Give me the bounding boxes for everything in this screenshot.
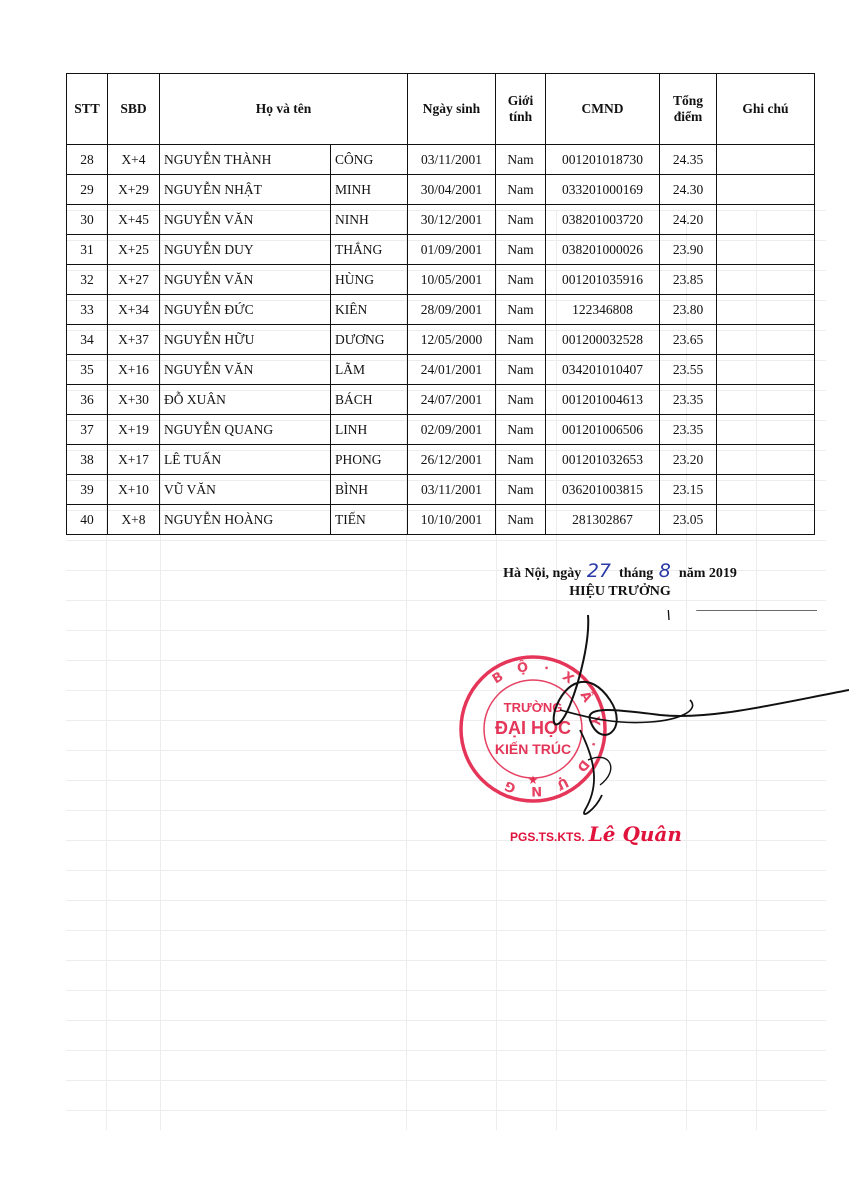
table-row bbox=[67, 265, 815, 295]
table-row bbox=[67, 295, 815, 325]
row-total-score: 24.20 bbox=[660, 205, 717, 235]
row-total-score: 23.90 bbox=[660, 235, 717, 265]
row-note bbox=[717, 475, 815, 505]
row-note bbox=[717, 235, 815, 265]
row-stt: 34 bbox=[67, 325, 108, 355]
row-gender: Nam bbox=[496, 475, 546, 505]
row-dob: 30/04/2001 bbox=[408, 175, 496, 205]
row-stt: 32 bbox=[67, 265, 108, 295]
table-header-row bbox=[67, 74, 815, 145]
row-id-number: 038201000026 bbox=[546, 235, 660, 265]
svg-text:ĐẠI HỌC: ĐẠI HỌC bbox=[495, 718, 571, 738]
row-given-name: LÃM bbox=[331, 355, 408, 385]
row-id-number: 001201032653 bbox=[546, 445, 660, 475]
row-gender: Nam bbox=[496, 505, 546, 535]
header-stt: STT bbox=[67, 74, 108, 145]
row-gender: Nam bbox=[496, 355, 546, 385]
row-total-score: 23.55 bbox=[660, 355, 717, 385]
row-sbd: X+16 bbox=[108, 355, 160, 385]
table-row bbox=[67, 415, 815, 445]
row-gender: Nam bbox=[496, 415, 546, 445]
date-year: năm 2019 bbox=[678, 566, 737, 581]
date-prefix: Hà Nội, ngày bbox=[503, 566, 585, 581]
row-dob: 24/01/2001 bbox=[408, 355, 496, 385]
row-gender: Nam bbox=[496, 175, 546, 205]
row-note bbox=[717, 175, 815, 205]
row-given-name: BÁCH bbox=[331, 385, 408, 415]
table-row bbox=[67, 475, 815, 505]
row-id-number: 281302867 bbox=[546, 505, 660, 535]
row-total-score: 23.15 bbox=[660, 475, 717, 505]
table-row bbox=[67, 175, 815, 205]
row-stt: 33 bbox=[67, 295, 108, 325]
row-note bbox=[717, 325, 815, 355]
row-note bbox=[717, 205, 815, 235]
row-id-number: 001201035916 bbox=[546, 265, 660, 295]
row-note bbox=[717, 265, 815, 295]
header-id: CMND bbox=[546, 74, 660, 145]
row-sbd: X+34 bbox=[108, 295, 160, 325]
row-total-score: 23.35 bbox=[660, 385, 717, 415]
row-gender: Nam bbox=[496, 445, 546, 475]
row-id-number: 001200032528 bbox=[546, 325, 660, 355]
signer-title: HIỆU TRƯỞNG bbox=[569, 584, 671, 599]
date-line bbox=[475, 560, 765, 582]
row-sbd: X+37 bbox=[108, 325, 160, 355]
row-given-name: PHONG bbox=[331, 445, 408, 475]
row-note bbox=[717, 295, 815, 325]
row-note bbox=[717, 145, 815, 175]
row-given-name: THẮNG bbox=[331, 235, 408, 265]
table-row bbox=[67, 355, 815, 385]
header-gender: Giới tính bbox=[496, 74, 546, 145]
row-note bbox=[717, 385, 815, 415]
row-sbd: X+17 bbox=[108, 445, 160, 475]
row-stt: 40 bbox=[67, 505, 108, 535]
row-dob: 28/09/2001 bbox=[408, 295, 496, 325]
row-sbd: X+4 bbox=[108, 145, 160, 175]
table-row bbox=[67, 235, 815, 265]
row-total-score: 23.35 bbox=[660, 415, 717, 445]
row-stt: 35 bbox=[67, 355, 108, 385]
row-family-name: NGUYỄN THÀNH bbox=[160, 145, 331, 175]
svg-text:B Ộ · X Â Y · D Ự N G: B Ộ · X Â Y · D Ự N G bbox=[489, 659, 603, 799]
row-given-name: MINH bbox=[331, 175, 408, 205]
row-given-name: BÌNH bbox=[331, 475, 408, 505]
row-stt: 38 bbox=[67, 445, 108, 475]
row-family-name: NGUYỄN DUY bbox=[160, 235, 331, 265]
row-stt: 39 bbox=[67, 475, 108, 505]
table-row bbox=[67, 325, 815, 355]
header-dob: Ngày sinh bbox=[408, 74, 496, 145]
row-dob: 10/10/2001 bbox=[408, 505, 496, 535]
row-gender: Nam bbox=[496, 385, 546, 415]
row-sbd: X+10 bbox=[108, 475, 160, 505]
row-family-name: NGUYỄN QUANG bbox=[160, 415, 331, 445]
row-sbd: X+19 bbox=[108, 415, 160, 445]
row-family-name: ĐỖ XUÂN bbox=[160, 385, 331, 415]
row-stt: 36 bbox=[67, 385, 108, 415]
row-stt: 30 bbox=[67, 205, 108, 235]
row-gender: Nam bbox=[496, 235, 546, 265]
row-total-score: 24.30 bbox=[660, 175, 717, 205]
row-stt: 29 bbox=[67, 175, 108, 205]
header-total: Tổng điểm bbox=[660, 74, 717, 145]
date-month: 8 bbox=[658, 560, 677, 582]
row-sbd: X+25 bbox=[108, 235, 160, 265]
table-row bbox=[67, 445, 815, 475]
row-total-score: 23.80 bbox=[660, 295, 717, 325]
row-gender: Nam bbox=[496, 265, 546, 295]
row-dob: 01/09/2001 bbox=[408, 235, 496, 265]
row-total-score: 23.85 bbox=[660, 265, 717, 295]
row-id-number: 033201000169 bbox=[546, 175, 660, 205]
row-dob: 02/09/2001 bbox=[408, 415, 496, 445]
row-stt: 37 bbox=[67, 415, 108, 445]
row-total-score: 24.35 bbox=[660, 145, 717, 175]
row-given-name: HÙNG bbox=[331, 265, 408, 295]
row-given-name: LINH bbox=[331, 415, 408, 445]
row-dob: 24/07/2001 bbox=[408, 385, 496, 415]
row-total-score: 23.65 bbox=[660, 325, 717, 355]
row-sbd: X+45 bbox=[108, 205, 160, 235]
row-given-name: TIẾN bbox=[331, 505, 408, 535]
row-id-number: 036201003815 bbox=[546, 475, 660, 505]
row-family-name: LÊ TUẤN bbox=[160, 445, 331, 475]
row-given-name: NINH bbox=[331, 205, 408, 235]
row-family-name: NGUYỄN VĂN bbox=[160, 355, 331, 385]
row-gender: Nam bbox=[496, 325, 546, 355]
row-stt: 31 bbox=[67, 235, 108, 265]
row-family-name: NGUYỄN ĐỨC bbox=[160, 295, 331, 325]
row-id-number: 001201018730 bbox=[546, 145, 660, 175]
row-family-name: NGUYỄN VĂN bbox=[160, 265, 331, 295]
row-stt: 28 bbox=[67, 145, 108, 175]
row-dob: 30/12/2001 bbox=[408, 205, 496, 235]
row-note bbox=[717, 415, 815, 445]
table-row bbox=[67, 505, 815, 535]
row-given-name: CÔNG bbox=[331, 145, 408, 175]
table-row bbox=[67, 145, 815, 175]
signature-block bbox=[475, 560, 765, 600]
row-id-number: 001201006506 bbox=[546, 415, 660, 445]
row-note bbox=[717, 505, 815, 535]
row-family-name: NGUYỄN HOÀNG bbox=[160, 505, 331, 535]
header-note: Ghi chú bbox=[717, 74, 815, 145]
svg-text:KIẾN TRÚC: KIẾN TRÚC bbox=[494, 741, 572, 757]
row-family-name: NGUYỄN VĂN bbox=[160, 205, 331, 235]
row-note bbox=[717, 445, 815, 475]
row-family-name: VŨ VĂN bbox=[160, 475, 331, 505]
row-sbd: X+29 bbox=[108, 175, 160, 205]
row-given-name: DƯƠNG bbox=[331, 325, 408, 355]
signer-name-block bbox=[510, 822, 682, 846]
row-given-name: KIÊN bbox=[331, 295, 408, 325]
row-gender: Nam bbox=[496, 145, 546, 175]
row-dob: 10/05/2001 bbox=[408, 265, 496, 295]
svg-text:TRƯỜNG: TRƯỜNG bbox=[503, 700, 563, 715]
row-gender: Nam bbox=[496, 205, 546, 235]
row-dob: 03/11/2001 bbox=[408, 475, 496, 505]
date-day: 27 bbox=[586, 560, 618, 582]
date-month-label: tháng bbox=[619, 566, 657, 581]
row-id-number: 122346808 bbox=[546, 295, 660, 325]
handwritten-signature bbox=[540, 610, 849, 830]
header-name: Họ và tên bbox=[160, 74, 408, 145]
row-sbd: X+27 bbox=[108, 265, 160, 295]
row-family-name: NGUYỄN HỮU bbox=[160, 325, 331, 355]
row-family-name: NGUYỄN NHẬT bbox=[160, 175, 331, 205]
row-id-number: 038201003720 bbox=[546, 205, 660, 235]
signer-name: Lê Quân bbox=[588, 822, 682, 846]
table-row bbox=[67, 385, 815, 415]
row-dob: 03/11/2001 bbox=[408, 145, 496, 175]
svg-text:★: ★ bbox=[527, 773, 539, 787]
row-id-number: 001201004613 bbox=[546, 385, 660, 415]
student-results-table bbox=[66, 73, 815, 535]
row-dob: 26/12/2001 bbox=[408, 445, 496, 475]
row-sbd: X+30 bbox=[108, 385, 160, 415]
row-dob: 12/05/2000 bbox=[408, 325, 496, 355]
header-sbd: SBD bbox=[108, 74, 160, 145]
table-row bbox=[67, 205, 815, 235]
row-sbd: X+8 bbox=[108, 505, 160, 535]
row-total-score: 23.20 bbox=[660, 445, 717, 475]
row-id-number: 034201010407 bbox=[546, 355, 660, 385]
row-gender: Nam bbox=[496, 295, 546, 325]
signer-prefix: PGS.TS.KTS. bbox=[510, 830, 585, 844]
row-total-score: 23.05 bbox=[660, 505, 717, 535]
row-note bbox=[717, 355, 815, 385]
